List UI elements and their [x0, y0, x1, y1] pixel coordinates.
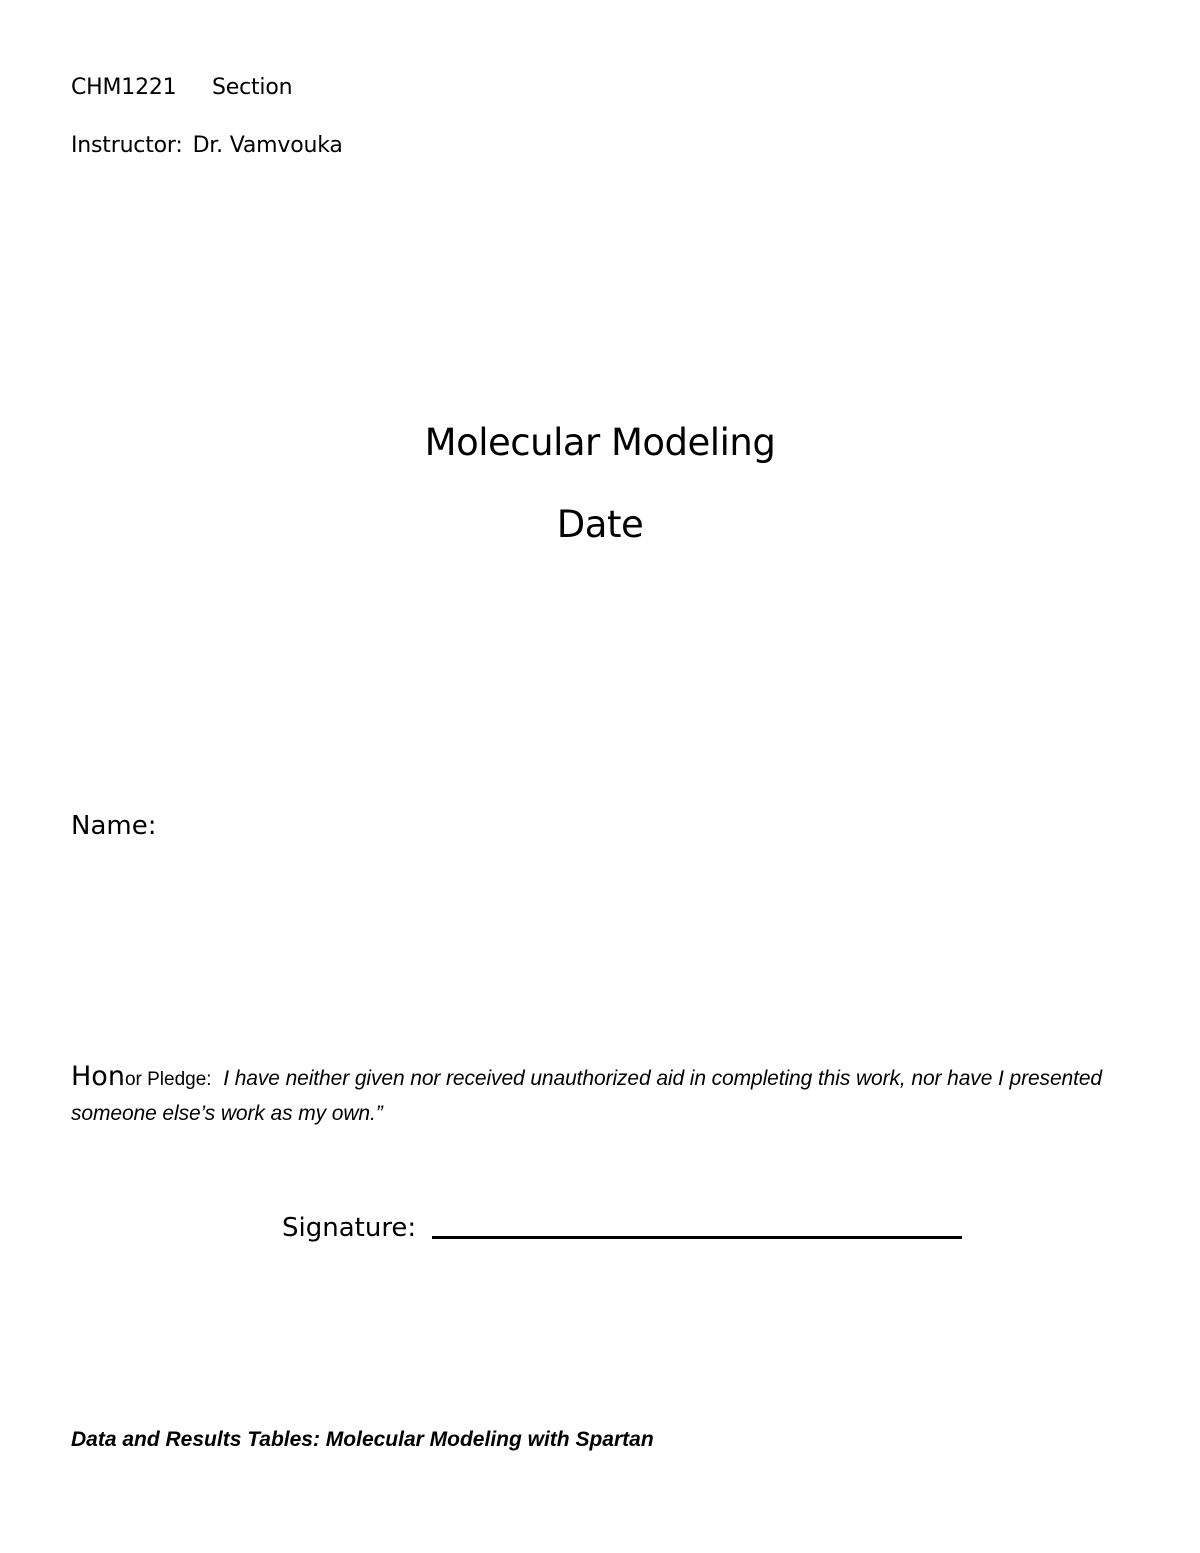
data-tables-heading: Data and Results Tables: Molecular Modeling with Spartan — [71, 1428, 654, 1451]
signature-line — [432, 1236, 962, 1239]
document-title: Molecular Modeling — [424, 421, 776, 464]
honor-pledge — [71, 1060, 1131, 1131]
instructor-line — [71, 133, 343, 158]
signature-row — [282, 1213, 962, 1243]
pledge-text: I have neither given nor received unauthorized aid in completing this work, nor have I presented someone else’s work as my own.” — [71, 1067, 1102, 1125]
instructor-label: Instructor: — [71, 133, 183, 158]
instructor-name: Dr. Vamvouka — [192, 133, 343, 158]
course-code: CHM1221 — [71, 75, 177, 100]
pledge-label-start: Hon — [71, 1061, 125, 1092]
signature-label: Signature: — [282, 1213, 417, 1243]
section-label: Section — [212, 75, 293, 100]
date-title: Date — [556, 503, 644, 546]
pledge-label-end: or Pledge: — [124, 1069, 212, 1090]
name-label: Name: — [71, 811, 157, 841]
